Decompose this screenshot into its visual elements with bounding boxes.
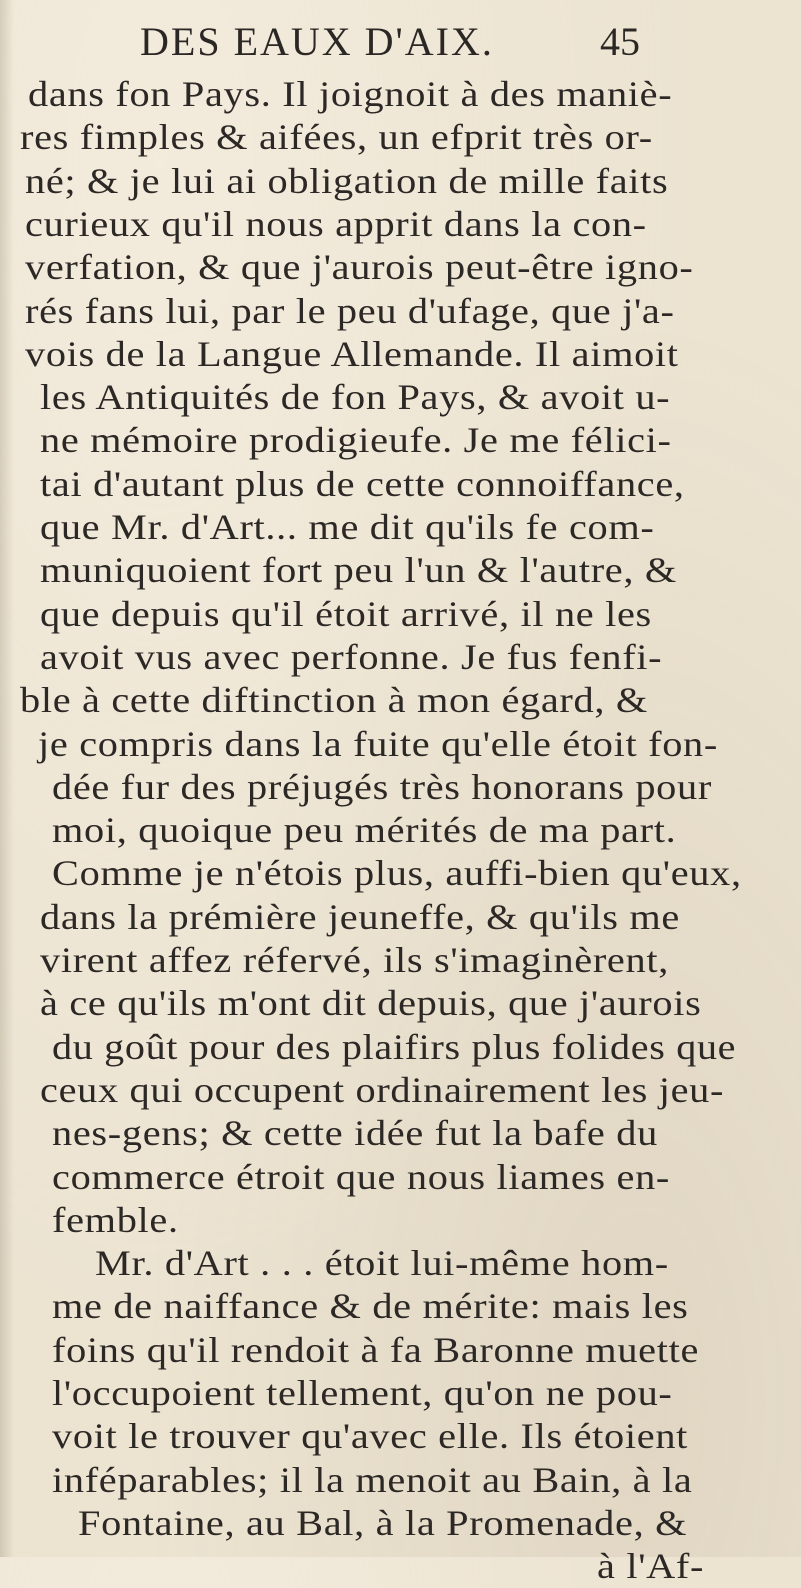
text-line: foins qu'il rendoit à fa Baronne muette: [52, 1329, 700, 1370]
text-line: rés fans lui, par le peu d'ufage, que j'a-: [25, 290, 675, 331]
text-line: res fimples & aifées, un efprit très or-: [20, 117, 653, 158]
text-line: dans fon Pays. Il joignoit à des maniè-: [28, 74, 673, 114]
text-line: avoit vus avec perfonne. Je fus fenfi-: [40, 636, 663, 677]
text-line: tai d'autant plus de cette connoiffance,: [40, 463, 685, 504]
text-line: dans la prémière jeuneffe, & qu'ils me: [40, 896, 681, 937]
text-line: ble à cette diftinction à mon égard, &: [20, 680, 648, 721]
running-title: DES EAUX D'AIX.: [140, 19, 494, 64]
text-line: verfation, & que j'aurois peut-être igno-: [25, 247, 694, 288]
text-line: je compris dans la fuite qu'elle étoit fon-: [38, 723, 718, 764]
text-line: commerce étroit que nous liames en-: [52, 1156, 671, 1197]
text-line: vois de la Langue Allemande. Il aimoit: [25, 333, 679, 374]
page-number: 45: [600, 19, 640, 64]
text-line: les Antiquités de fon Pays, & avoit u-: [40, 377, 671, 418]
text-line: du goût pour des plaifirs plus folides que: [52, 1026, 737, 1067]
text-line: Fontaine, au Bal, à la Promenade, &: [78, 1502, 688, 1543]
text-line: à ce qu'ils m'ont dit depuis, que j'aurois: [40, 983, 702, 1024]
text-line: voit le trouver qu'avec elle. Ils étoient: [52, 1416, 689, 1457]
text-line: me de naiffance & de mérite: mais les: [52, 1286, 689, 1327]
text-line: moi, quoique peu mérités de ma part.: [52, 810, 677, 851]
text-line: Mr. d'Art . . . étoit lui-même hom-: [95, 1243, 669, 1284]
text-line: curieux qu'il nous apprit dans la con-: [25, 203, 647, 244]
text-line: nes-gens; & cette idée fut la bafe du: [52, 1113, 658, 1154]
text-line: Comme je n'étois plus, auffi-bien qu'eux,: [52, 853, 742, 894]
text-line: dée fur des préjugés très honorans pour: [52, 766, 712, 807]
text-line: ne mémoire prodigieufe. Je me félici-: [40, 420, 672, 461]
text-line: né; & je lui ai obligation de mille faits: [25, 160, 669, 201]
text-line: virent affez réfervé, ils s'imaginèrent,: [40, 940, 669, 980]
page-shadow-edge: [0, 0, 14, 1557]
text-line: ceux qui occupent ordinairement les jeu-: [40, 1069, 725, 1110]
page-header: [0, 10, 801, 70]
text-line: l'occupoient tellement, qu'on ne pou-: [52, 1373, 673, 1413]
text-line: à l'Af-: [597, 1546, 705, 1587]
text-line: muniquoient fort peu l'un & l'autre, &: [40, 550, 677, 591]
text-line: inféparables; il la menoit au Bain, à la: [52, 1459, 693, 1500]
text-line: femble.: [52, 1199, 179, 1240]
text-line: que depuis qu'il étoit arrivé, il ne les: [40, 593, 652, 634]
text-line: que Mr. d'Art... me dit qu'ils fe com-: [40, 507, 655, 547]
